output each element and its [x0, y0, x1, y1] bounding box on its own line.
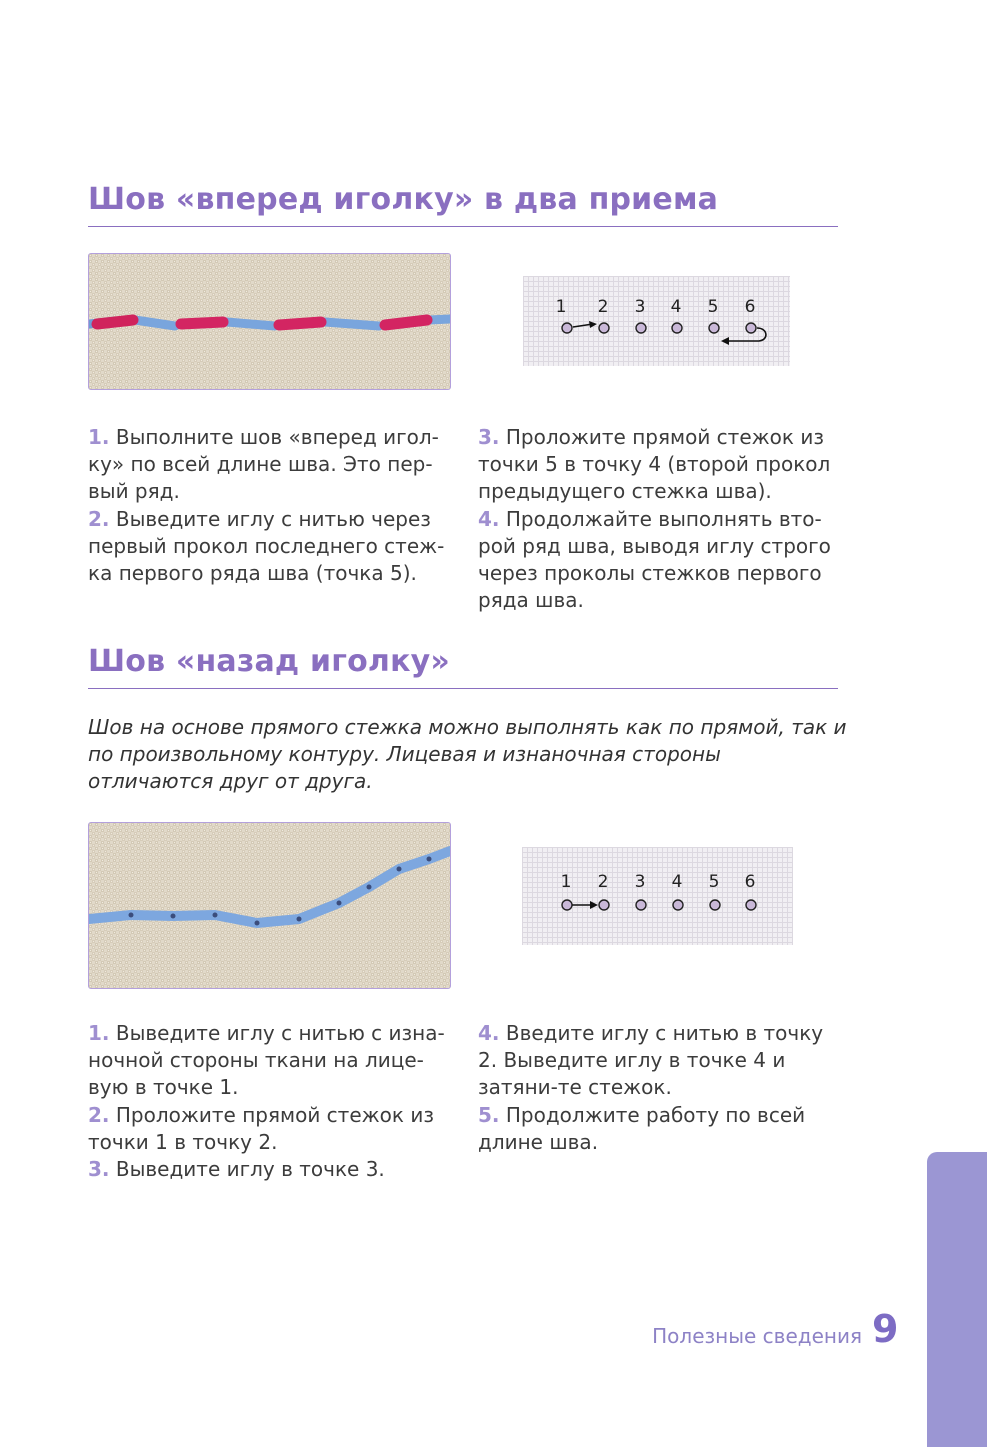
step-5: 5. Продолжите работу по всей длине шва.	[478, 1102, 806, 1154]
section2-photo	[88, 822, 451, 989]
section2-intro: Шов на основе прямого стежка можно выполнять как по прямой, так и по произвольному контуру. Лицевая и изнаночная стороны отличаются друг от друга.	[88, 715, 847, 793]
page-number: 9	[872, 1307, 899, 1351]
step-3: 3. Выведите иглу в точке 3.	[88, 1157, 385, 1182]
step-2: 2. Выведите иглу с нитью через первый прокол последнего стеж-ка первого ряда шва (точка 5).	[88, 506, 445, 586]
section2-scheme	[522, 847, 793, 945]
section2-right-steps	[478, 1020, 838, 1156]
scheme2-label-5: 5	[708, 872, 720, 892]
running-footer: Полезные сведения	[652, 1324, 862, 1348]
scheme1-label-3: 3	[634, 297, 646, 317]
scheme2-label-2: 2	[597, 872, 609, 892]
section1-left-steps	[88, 424, 448, 587]
section1-photo	[88, 253, 451, 390]
step-1: 1. Выведите иглу с нитью с изна-ночной стороны ткани на лице-вую в точке 1.	[88, 1021, 445, 1100]
step-4: 4. Введите иглу с нитью в точку 2. Выведите иглу в точке 4 и затяни-те стежок.	[478, 1021, 824, 1100]
scheme1-label-5: 5	[707, 297, 719, 317]
section2-divider	[88, 688, 838, 689]
scheme1-label-2: 2	[597, 297, 609, 317]
scheme2-label-3: 3	[634, 872, 646, 892]
scheme1-label-1: 1	[555, 297, 567, 317]
step-1: 1. Выполните шов «вперед игол-ку» по всей длине шва. Это пер-вый ряд.	[88, 425, 439, 504]
chapter-tab	[927, 1152, 987, 1447]
scheme1-label-4: 4	[670, 297, 682, 317]
section1-right-steps	[478, 424, 838, 614]
scheme2-label-6: 6	[744, 872, 756, 892]
section2-left-steps	[88, 1020, 448, 1183]
section2-heading: Шов «назад иголку»	[88, 644, 450, 679]
scheme1-label-6: 6	[744, 297, 756, 317]
step-4: 4. Продолжайте выполнять вто-рой ряд шва, выводя иглу строго через проколы стежков первого ряда шва.	[478, 506, 831, 613]
section1-heading: Шов «вперед иголку» в два приема	[88, 182, 719, 217]
scheme2-label-4: 4	[671, 872, 683, 892]
section1-divider	[88, 226, 838, 227]
step-3: 3. Проложите прямой стежок из точки 5 в точку 4 (второй прокол предыдущего стежка шва).	[478, 425, 831, 504]
section1-scheme	[523, 276, 790, 366]
scheme2-label-1: 1	[560, 872, 572, 892]
step-2: 2. Проложите прямой стежок из точки 1 в точку 2.	[88, 1102, 434, 1154]
